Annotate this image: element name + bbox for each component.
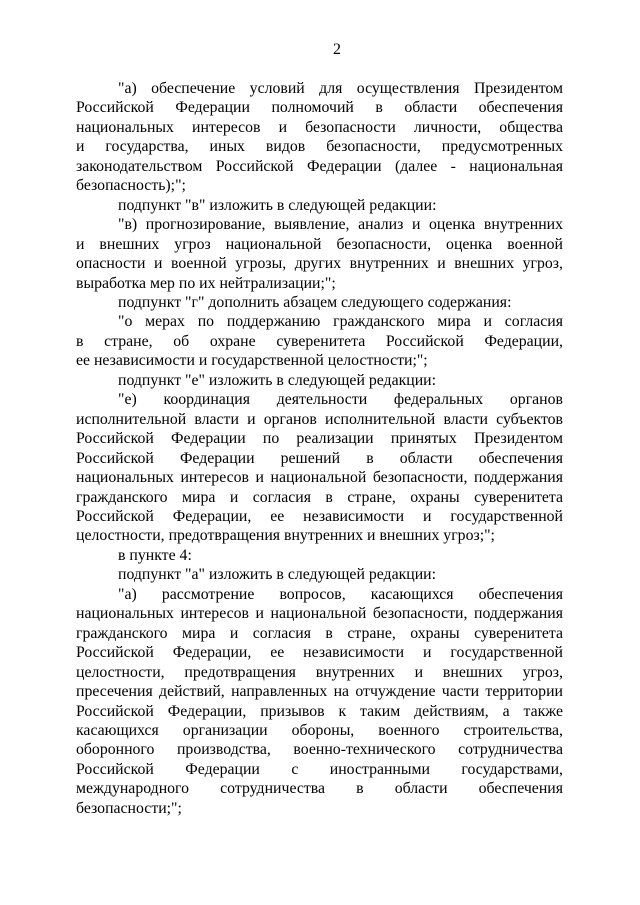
text-line: "в) прогнозирование, выявление, анализ и оценка внутренних xyxy=(118,216,563,234)
text-line: "о мерах по поддержанию гражданского мира и согласия xyxy=(118,313,563,331)
text-line: и внешних угроз национальной безопасности, оценка военной xyxy=(76,235,563,253)
document-body xyxy=(76,79,563,818)
text-line: и государства, иных видов безопасности, предусмотренных xyxy=(76,138,563,156)
text-line: Российской Федерации по реализации принятых Президентом xyxy=(76,430,563,448)
text-line: национальных интересов и безопасности личности, общества xyxy=(76,118,563,136)
text-line: в пункте 4: xyxy=(118,546,192,564)
text-line: подпункт "г" дополнить абзацем следующего содержания: xyxy=(118,293,512,311)
text-line: гражданского мира и согласия в стране, охраны суверенитета xyxy=(76,624,563,642)
text-line: выработка мер по их нейтрализации;"; xyxy=(76,274,336,292)
text-line: национальных интересов и национальной безопасности, поддержания xyxy=(76,605,563,623)
text-line: Российской Федерации полномочий в области обеспечения xyxy=(76,99,563,117)
text-line: ее независимости и государственной целостности;"; xyxy=(76,352,428,370)
text-line: "а) обеспечение условий для осуществления Президентом xyxy=(118,80,563,97)
text-line: подпункт "е" изложить в следующей редакции: xyxy=(118,371,437,389)
text-line: Российской Федерации, ее независимости и государственной xyxy=(76,644,563,662)
text-line: оборонного производства, военно-технического сотрудничества xyxy=(76,741,563,759)
text-line: пресечения действий, направленных на отчуждение части территории xyxy=(76,683,563,701)
text-line: опасности и военной угрозы, других внутренних и внешних угроз, xyxy=(76,255,563,273)
text-line: безопасности;"; xyxy=(76,799,182,817)
paragraph-point-4 xyxy=(76,546,563,565)
text-line: подпункт "а" изложить в следующей редакции: xyxy=(118,566,437,584)
page-number: 2 xyxy=(333,41,341,58)
text-line: международного сотрудничества в области обеспечения xyxy=(76,780,563,798)
paragraph-amendment-g xyxy=(76,312,563,370)
text-line: целостности, предотвращения внутренних и внешних угроз, xyxy=(76,663,563,681)
paragraph-amendment-e xyxy=(76,390,563,546)
text-line: подпункт "в" изложить в следующей редакции: xyxy=(118,196,437,214)
text-line: национальных интересов и национальной безопасности, поддержания xyxy=(76,469,563,487)
text-line: исполнительной власти и органов исполнительной власти субъектов xyxy=(76,410,563,428)
text-line: целостности, предотвращения внутренних и внешних угроз;"; xyxy=(76,527,495,545)
text-line: в стране, об охране суверенитета Российской Федерации, xyxy=(76,332,563,350)
text-line: Российской Федерации, призывов к таким действиям, а также xyxy=(76,702,563,720)
paragraph-amendment-v xyxy=(76,215,563,293)
text-line: Российской Федерации с иностранными государствами, xyxy=(76,760,563,778)
text-line: "е) координация деятельности федеральных органов xyxy=(118,391,563,409)
text-line: гражданского мира и согласия в стране, охраны суверенитета xyxy=(76,488,563,506)
text-line: касающихся организации обороны, военного строительства, xyxy=(76,721,563,739)
text-line: Российской Федерации решений в области обеспечения xyxy=(76,449,563,467)
text-line: безопасность);"; xyxy=(76,177,186,195)
text-line: законодательством Российской Федерации (далее - национальная xyxy=(76,157,563,175)
paragraph-instruction-v xyxy=(76,196,563,215)
text-line: Российской Федерации, ее независимости и государственной xyxy=(76,507,563,525)
text-line: "а) рассмотрение вопросов, касающихся обеспечения xyxy=(118,585,563,603)
paragraph-instruction-e xyxy=(76,371,563,390)
paragraph-amendment-a xyxy=(76,79,563,196)
paragraph-instruction-a xyxy=(76,565,563,584)
paragraph-amendment-a-point-4 xyxy=(76,585,563,818)
paragraph-instruction-g xyxy=(76,293,563,312)
